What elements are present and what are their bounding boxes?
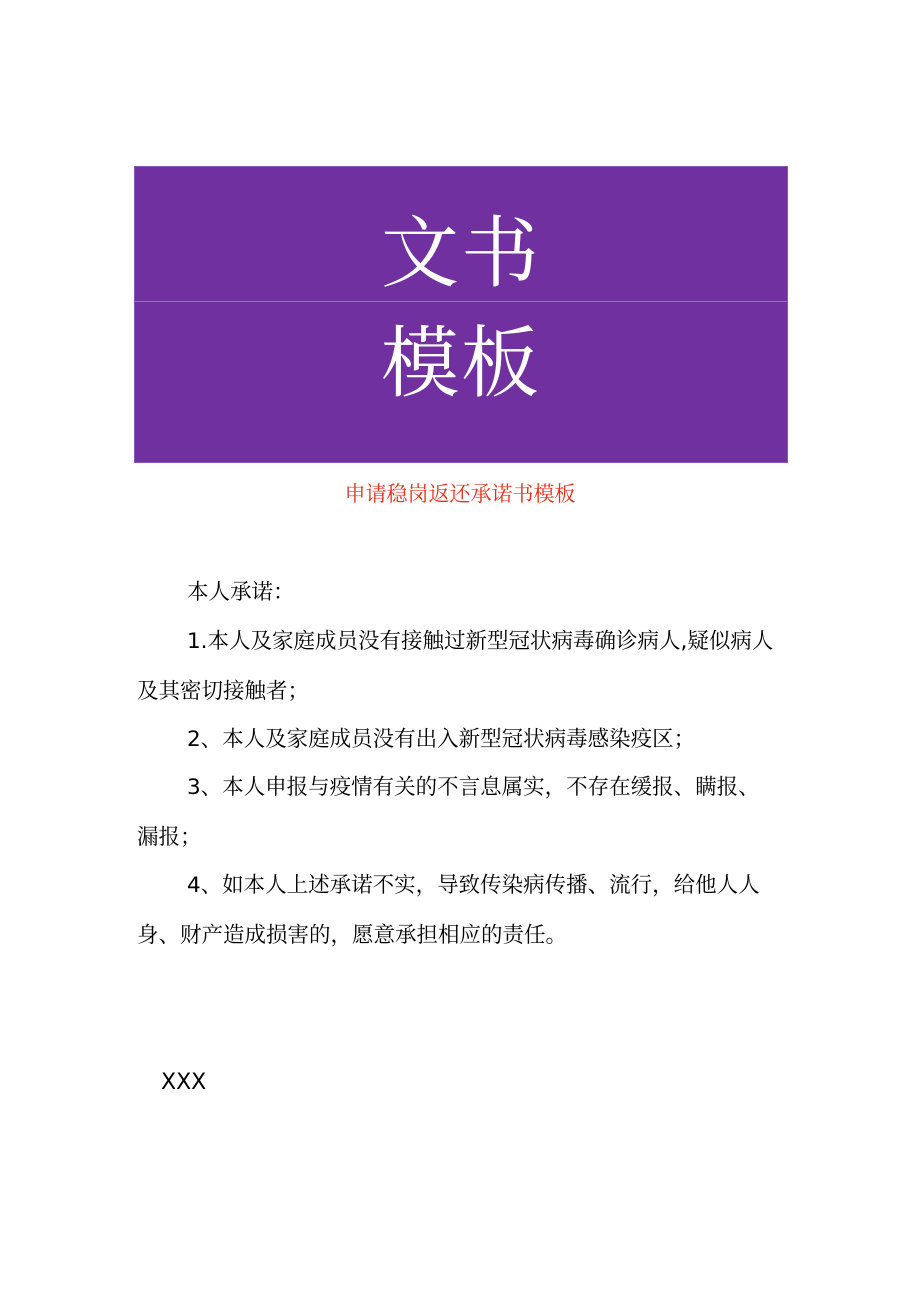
paragraph-item-2: 2、本人及家庭成员没有出入新型冠状病毒感染疫区； [187,727,696,752]
paragraph-item-4: 4、如本人上述承诺不实，导致传染病传播、流行，给他人人身、财产造成损害的，愿意承担相应的责任。 [137,873,760,948]
signature: XXX [161,1070,207,1095]
cover-title-line-1: 文书 [380,209,541,299]
cover-divider [135,301,787,302]
cover-title-line-2: 模板 [380,319,541,409]
cover-banner [134,166,788,463]
paragraph-intro: 本人承诺： [187,580,295,605]
document-title: 申请稳岗返还承诺书模板 [344,482,576,506]
paragraph-item-1: 1.本人及家庭成员没有接触过新型冠状病毒确诊病人,疑似病人及其密切接触者； [137,629,774,704]
paragraph-item-3: 3、本人申报与疫情有关的不言息属实，不存在缓报、瞒报、漏报； [137,775,760,850]
